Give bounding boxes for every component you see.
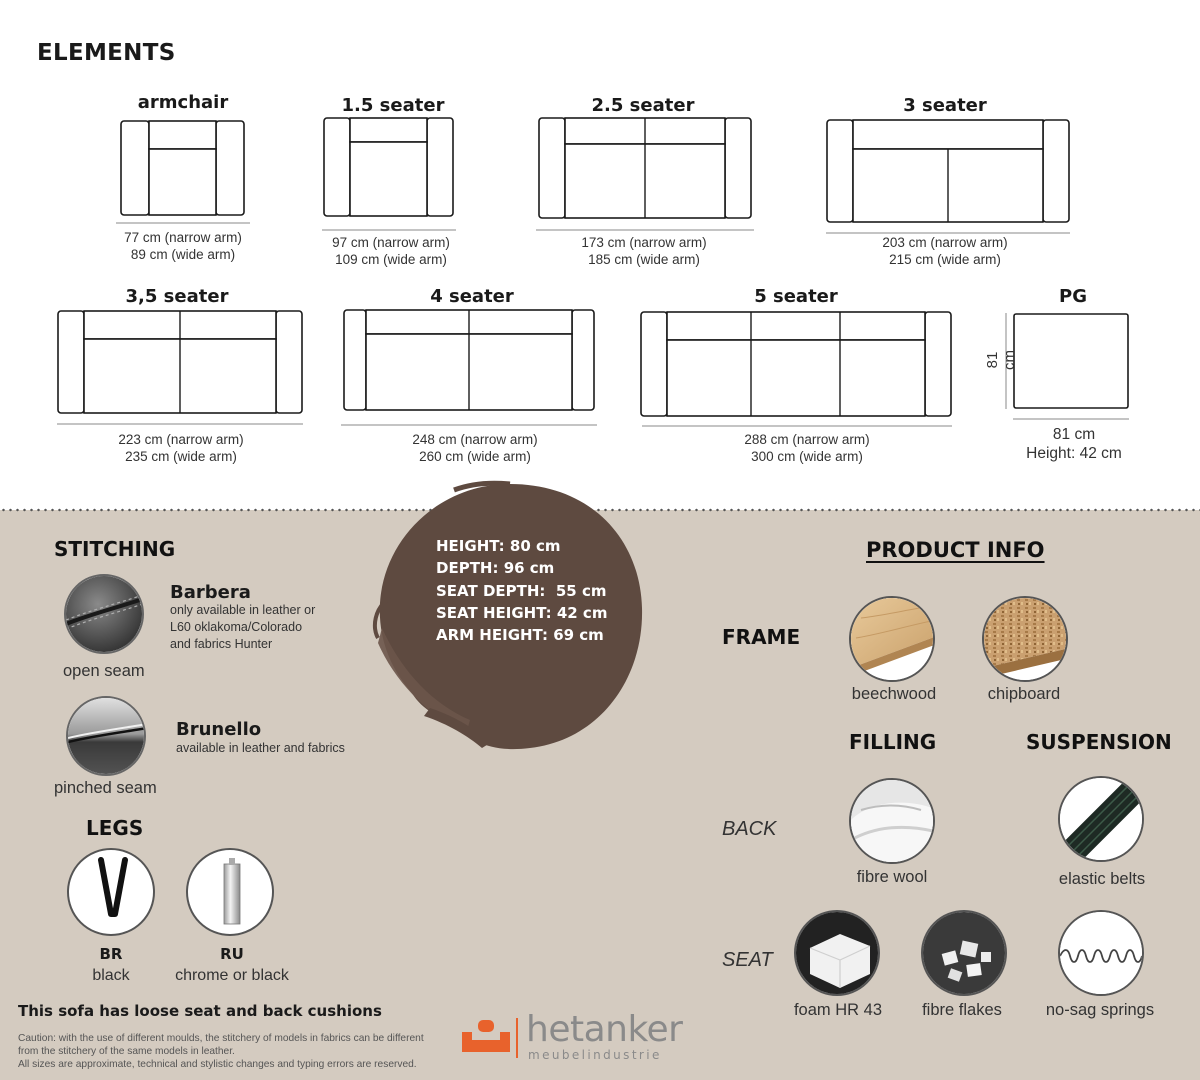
pg-height: Height: 42 cm <box>1026 445 1122 462</box>
seater3-wide: 215 cm (wide arm) <box>889 252 1001 267</box>
fibre-flakes-caption: fibre flakes <box>922 1001 1002 1019</box>
beechwood-caption: beechwood <box>851 685 937 703</box>
seater15-drawing <box>323 117 455 221</box>
pinched-seam-caption: pinched seam <box>54 779 157 797</box>
leg-br-desc: black <box>92 967 130 984</box>
caution-line3: All sizes are approximate, technical and stylistic changes and typing errors are reserved. <box>18 1059 417 1070</box>
chipboard-image <box>982 596 1068 682</box>
beechwood-image <box>849 596 935 682</box>
seater5-title: 5 seater <box>754 286 838 307</box>
caution-line1: Caution: with the use of different moulds, the stitchery of models in fabrics can be different <box>18 1033 424 1044</box>
leg-br-image <box>67 848 155 936</box>
seater4-drawing <box>343 309 599 415</box>
seater3-drawing <box>826 119 1072 225</box>
fibre-wool-caption: fibre wool <box>856 868 928 886</box>
leg-ru-label <box>170 944 294 986</box>
seater5-dims <box>712 431 902 465</box>
pg-dims <box>1004 425 1144 463</box>
seater15-dim-line <box>322 229 456 231</box>
open-seam-image <box>64 574 144 654</box>
pg-title: PG <box>1059 286 1087 307</box>
seater15-narrow: 97 cm (narrow arm) <box>332 235 450 250</box>
seater15-dims <box>296 234 486 268</box>
leg-br-code: BR <box>99 945 123 963</box>
armchair-title: armchair <box>137 92 229 113</box>
cushions-note: This sofa has loose seat and back cushions <box>18 1002 382 1020</box>
seater25-dims <box>549 234 739 268</box>
seater4-dims <box>380 431 570 465</box>
spec-arm-height: ARM HEIGHT: 69 cm <box>436 626 604 645</box>
logo-subtitle: meubelindustrie <box>528 1048 662 1062</box>
seater4-dim-line <box>341 424 597 426</box>
chipboard-caption: chipboard <box>987 685 1061 703</box>
spec-height: HEIGHT: 80 cm <box>436 537 561 555</box>
legs-heading: LEGS <box>86 816 144 840</box>
seater5-narrow: 288 cm (narrow arm) <box>744 432 870 447</box>
armchair-drawing <box>120 120 246 220</box>
suspension-heading: SUSPENSION <box>1026 730 1172 754</box>
back-label: BACK <box>722 818 777 840</box>
barbera-desc-line1: only available in leather or <box>170 603 316 617</box>
barbera-name: Barbera <box>170 582 251 603</box>
seater4-title: 4 seater <box>430 286 514 307</box>
seater4-narrow: 248 cm (narrow arm) <box>412 432 538 447</box>
pg-bottom-line <box>1013 418 1129 420</box>
caution-text <box>18 1032 424 1071</box>
leg-br-label <box>67 944 155 986</box>
foam-caption: foam HR 43 <box>793 1001 883 1019</box>
seat-label: SEAT <box>722 949 773 971</box>
open-seam-caption: open seam <box>63 662 145 680</box>
hetanker-logo-icon <box>460 1018 512 1054</box>
fibre-wool-image <box>849 778 935 864</box>
elements-heading: ELEMENTS <box>37 40 176 66</box>
seater35-dim-line <box>57 423 303 425</box>
no-sag-springs-image <box>1058 910 1144 996</box>
seater35-drawing <box>57 310 305 416</box>
leg-ru-image <box>186 848 274 936</box>
elastic-belts-caption: elastic belts <box>1058 870 1146 888</box>
seater35-dims <box>86 431 276 465</box>
seater25-drawing <box>538 117 754 223</box>
seater5-wide: 300 cm (wide arm) <box>751 449 863 464</box>
leg-ru-code: RU <box>220 945 244 963</box>
barbera-desc <box>170 602 315 653</box>
frame-heading: FRAME <box>722 625 801 649</box>
spec-depth: DEPTH: 96 cm <box>436 559 555 578</box>
logo-divider <box>516 1018 518 1058</box>
seater25-narrow: 173 cm (narrow arm) <box>581 235 707 250</box>
spec-list <box>436 535 607 646</box>
barbera-desc-line2: L60 oklakoma/Colorado <box>170 620 303 634</box>
spec-seat-height: SEAT HEIGHT: 42 cm <box>436 603 608 622</box>
spec-seat-depth: SEAT DEPTH: 55 cm <box>436 581 607 600</box>
pinched-seam-image <box>66 696 146 776</box>
fibre-flakes-image <box>921 910 1007 996</box>
seater3-dims <box>850 234 1040 268</box>
foam-image <box>794 910 880 996</box>
caution-line2: from the stitchery of the same models in leather. <box>18 1046 235 1057</box>
seater5-drawing <box>640 311 956 419</box>
filling-heading: FILLING <box>849 730 937 754</box>
brunello-name: Brunello <box>176 719 262 740</box>
pg-side-dim: 81 cm <box>984 350 1018 370</box>
seater15-title: 1.5 seater <box>341 95 445 116</box>
pg-drawing <box>1013 313 1131 411</box>
seater3-narrow: 203 cm (narrow arm) <box>882 235 1008 250</box>
seater25-dim-line <box>536 229 754 231</box>
pg-width: 81 cm <box>1052 426 1096 443</box>
armchair-dim-line <box>116 222 250 224</box>
product-info-heading: PRODUCT INFO <box>866 538 1045 562</box>
logo-brand: hetanker <box>526 1009 683 1050</box>
stitching-heading: STITCHING <box>54 537 176 561</box>
seater35-title: 3,5 seater <box>125 286 229 307</box>
seater15-wide: 109 cm (wide arm) <box>335 252 447 267</box>
seater35-wide: 235 cm (wide arm) <box>125 449 237 464</box>
elastic-belts-image <box>1058 776 1144 862</box>
armchair-dims <box>88 229 278 263</box>
leg-ru-desc: chrome or black <box>175 967 289 984</box>
seater25-wide: 185 cm (wide arm) <box>588 252 700 267</box>
seater3-title: 3 seater <box>903 95 987 116</box>
seater35-narrow: 223 cm (narrow arm) <box>118 432 244 447</box>
barbera-desc-line3: and fabrics Hunter <box>170 637 273 651</box>
armchair-wide: 89 cm (wide arm) <box>130 247 236 262</box>
brunello-desc: available in leather and fabrics <box>176 741 345 755</box>
seater5-dim-line <box>642 425 952 427</box>
seater25-title: 2.5 seater <box>591 95 695 116</box>
armchair-narrow: 77 cm (narrow arm) <box>124 230 242 245</box>
no-sag-springs-caption: no-sag springs <box>1045 1001 1155 1019</box>
seater4-wide: 260 cm (wide arm) <box>419 449 531 464</box>
